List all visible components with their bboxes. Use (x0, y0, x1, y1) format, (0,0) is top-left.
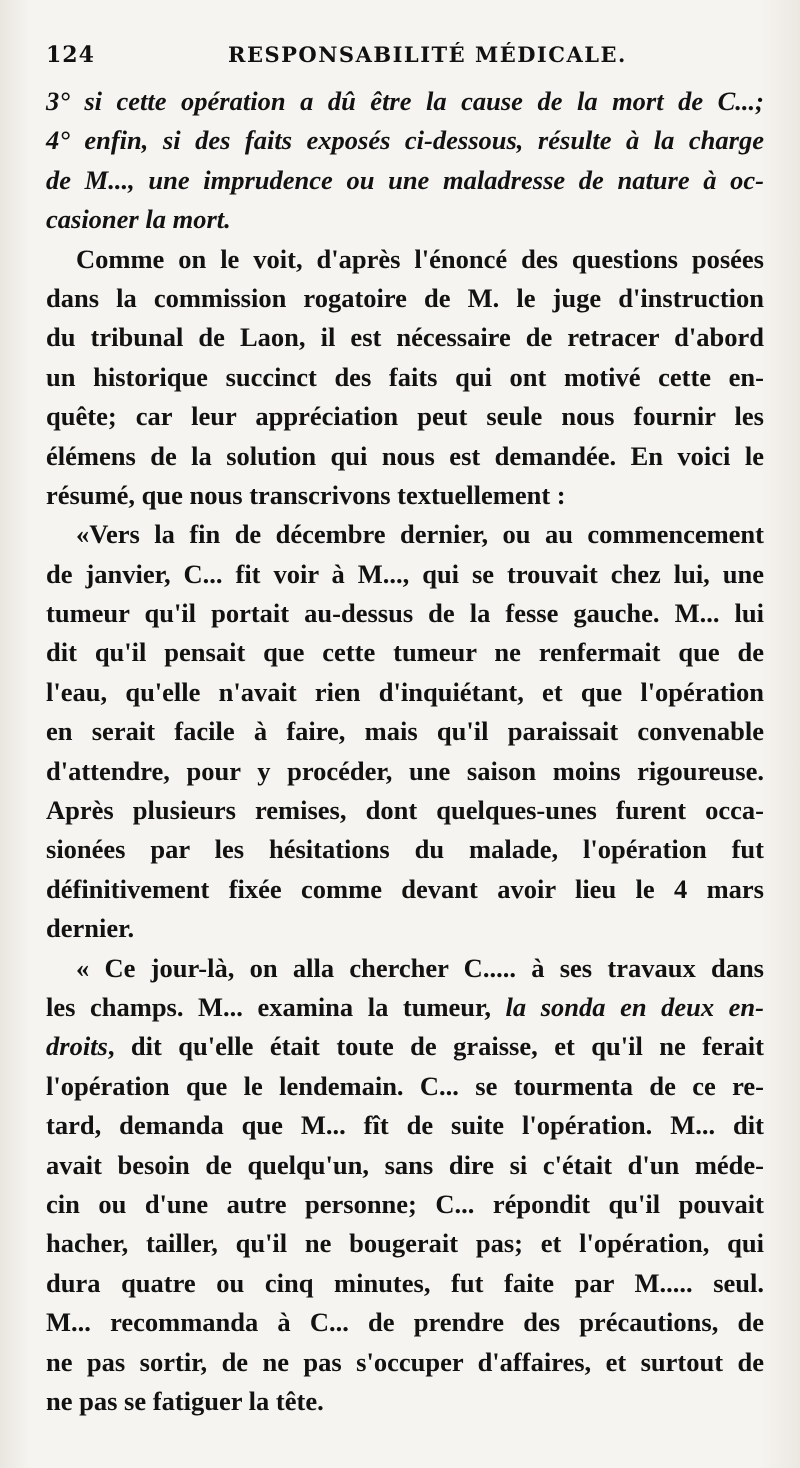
text-line: 4° enfin, si des faits exposés ci-dessous, résulte à la charge (46, 125, 764, 156)
text-line: l'eau, qu'elle n'avait rien d'inquiétant, et que l'opération (46, 676, 764, 707)
text-line: sionées par les hésitations du malade, l'opération fut (46, 834, 764, 865)
text-line: d'attendre, pour y procéder, une saison moins rigoureuse. (46, 755, 764, 786)
text-segment: , dit qu'elle était toute de graisse, et qu'il ne ferait (107, 1031, 764, 1062)
italic-segment: la sonda en deux en- (505, 991, 764, 1022)
text-line: un historique succinct des faits qui ont motivé cette en- (46, 361, 764, 392)
text-line: Après plusieurs remises, dont quelques-unes furent occa- (46, 795, 764, 826)
text-line (46, 988, 764, 1027)
text-line: de janvier, C... fit voir à M..., qui se trouvait chez lui, une (46, 558, 764, 589)
running-head (46, 38, 746, 78)
text-line: résumé, que nous transcrivons textuellement : (46, 479, 566, 510)
italic-segment: droits (46, 1031, 108, 1062)
text-line: définitivement fixée comme devant avoir lieu le 4 mars (46, 873, 764, 904)
text-line: 3° si cette opération a dû être la cause de la mort de C...; (46, 86, 764, 116)
text-line: en serait facile à faire, mais qu'il paraissait convenable (46, 716, 764, 747)
text-line: dans la commission rogatoire de M. le juge d'instruction (46, 282, 764, 313)
text-segment: les champs. M... examina la tumeur, (46, 991, 506, 1022)
text-line: «Vers la fin de décembre dernier, ou au commencement (76, 519, 764, 550)
text-line: élémens de la solution qui nous est demandée. En voici le (46, 440, 764, 471)
text-line: du tribunal de Laon, il est nécessaire de retracer d'abord (46, 322, 764, 353)
text-line: avait besoin de quelqu'un, sans dire si c'était d'un méde- (46, 1149, 764, 1180)
text-line: dura quatre ou cinq minutes, fut faite par M..... seul. (46, 1267, 764, 1298)
text-line: l'opération que le lendemain. C... se tourmenta de ce re- (46, 1070, 764, 1101)
text-line: quête; car leur appréciation peut seule nous fournir les (46, 401, 764, 432)
text-line: ne pas sortir, de ne pas s'occuper d'affaires, et surtout de (46, 1346, 764, 1377)
text-line: dit qu'il pensait que cette tumeur ne renfermait que de (46, 637, 764, 668)
text-line: tumeur qu'il portait au-dessus de la fesse gauche. M... lui (46, 598, 764, 629)
text-line: casioner la mort. (46, 204, 231, 235)
text-line: dernier. (46, 913, 135, 944)
text-line: tard, demanda que M... fît de suite l'opération. M... dit (46, 1110, 764, 1141)
body-text (46, 82, 764, 1421)
text-line: Comme on le voit, d'après l'énoncé des questions posées (76, 243, 764, 274)
running-title: RESPONSABILITÉ MÉDICALE. (228, 42, 627, 67)
text-line: de M..., une imprudence ou une maladresse de nature à oc- (46, 164, 764, 195)
page-number: 124 (46, 42, 95, 68)
text-line: ne pas se fatiguer la tête. (46, 1385, 324, 1416)
text-line: M... recommanda à C... de prendre des précautions, de (46, 1307, 764, 1338)
text-line: cin ou d'une autre personne; C... répondit qu'il pouvait (46, 1188, 764, 1219)
text-line (46, 1027, 764, 1066)
text-line: hacher, tailler, qu'il ne bougerait pas; et l'opération, qui (46, 1228, 764, 1259)
text-line: « Ce jour-là, on alla chercher C..... à ses travaux dans (76, 952, 764, 983)
